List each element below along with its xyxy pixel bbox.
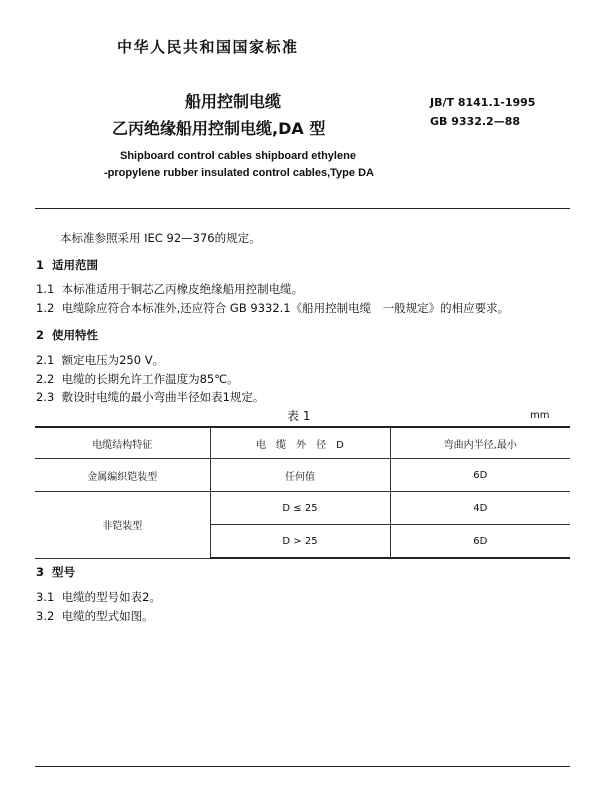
standard-code-1: JB/T 8141.1-1995	[430, 96, 536, 109]
table-row	[35, 459, 570, 492]
table-1-caption: 表 1	[287, 409, 311, 423]
cell-diameter: D ≤ 25	[210, 492, 390, 525]
header-outer-diameter: 电 缆 外 径 D	[210, 427, 390, 459]
clause-text: 本标准适用于铜芯乙丙橡皮绝缘船用控制电缆。	[61, 282, 304, 296]
section-3-title: 型号	[52, 565, 76, 579]
table-1-unit: mm	[530, 410, 550, 421]
section-2-heading	[36, 327, 98, 343]
clause-number: 2.1	[36, 353, 55, 367]
header-structure: 电缆结构特征	[35, 427, 210, 459]
clause-1-2	[36, 300, 509, 316]
title-line-2: 乙丙绝缘船用控制电缆,DA 型	[112, 119, 326, 138]
table-header-row	[35, 427, 570, 459]
clause-text: 敷设时电缆的最小弯曲半径如表1规定。	[61, 390, 265, 404]
clause-2-1	[36, 352, 164, 368]
clause-text: 电缆的型式如图。	[61, 609, 154, 623]
section-2-title: 使用特性	[52, 328, 99, 342]
clause-number: 1.2	[36, 301, 55, 315]
cell-structure: 金属编织铠装型	[35, 459, 210, 492]
clause-number: 3.1	[36, 590, 55, 604]
section-3-number: 3	[36, 565, 45, 579]
clause-2-2	[36, 371, 239, 387]
clause-text: 电缆的长期允许工作温度为85℃。	[61, 372, 239, 386]
title-line-1: 船用控制电缆	[185, 92, 282, 111]
intro-text: 本标准参照采用 IEC 92—376的规定。	[60, 231, 261, 245]
cell-radius: 6D	[390, 525, 570, 559]
standard-code-2: GB 9332.2—88	[430, 115, 520, 128]
clause-number: 1.1	[36, 282, 55, 296]
clause-2-3	[36, 389, 264, 405]
section-2-number: 2	[36, 328, 45, 342]
clause-3-1	[36, 589, 161, 605]
cell-diameter: D > 25	[210, 525, 390, 559]
standard-organization: 中华人民共和国国家标准	[117, 38, 299, 56]
clause-number: 2.3	[36, 390, 55, 404]
clause-text: 电缆除应符合本标准外,还应符合 GB 9332.1《船用控制电缆 一般规定》的相应要求。	[61, 301, 510, 315]
header-bend-radius: 弯曲内半径,最小	[390, 427, 570, 459]
footer-divider	[35, 766, 570, 767]
cell-diameter: 任何值	[210, 459, 390, 492]
table-row	[35, 492, 570, 525]
clause-number: 2.2	[36, 372, 55, 386]
clause-1-1	[36, 281, 303, 297]
section-1-title: 适用范围	[52, 258, 99, 272]
section-3-heading	[36, 564, 75, 580]
clause-text: 额定电压为250 V。	[61, 353, 165, 367]
english-title-line-1: Shipboard control cables shipboard ethylene	[120, 150, 356, 162]
section-1-number: 1	[36, 258, 45, 272]
clause-number: 3.2	[36, 609, 55, 623]
cell-radius: 4D	[390, 492, 570, 525]
clause-3-2	[36, 608, 154, 624]
header-divider	[35, 208, 570, 209]
clause-text: 电缆的型号如表2。	[61, 590, 161, 604]
english-title-line-2: -propylene rubber insulated control cables,Type DA	[104, 167, 374, 179]
cell-radius: 6D	[390, 459, 570, 492]
table-1	[35, 426, 570, 559]
cell-structure: 非铠装型	[35, 492, 210, 559]
section-1-heading	[36, 257, 98, 273]
